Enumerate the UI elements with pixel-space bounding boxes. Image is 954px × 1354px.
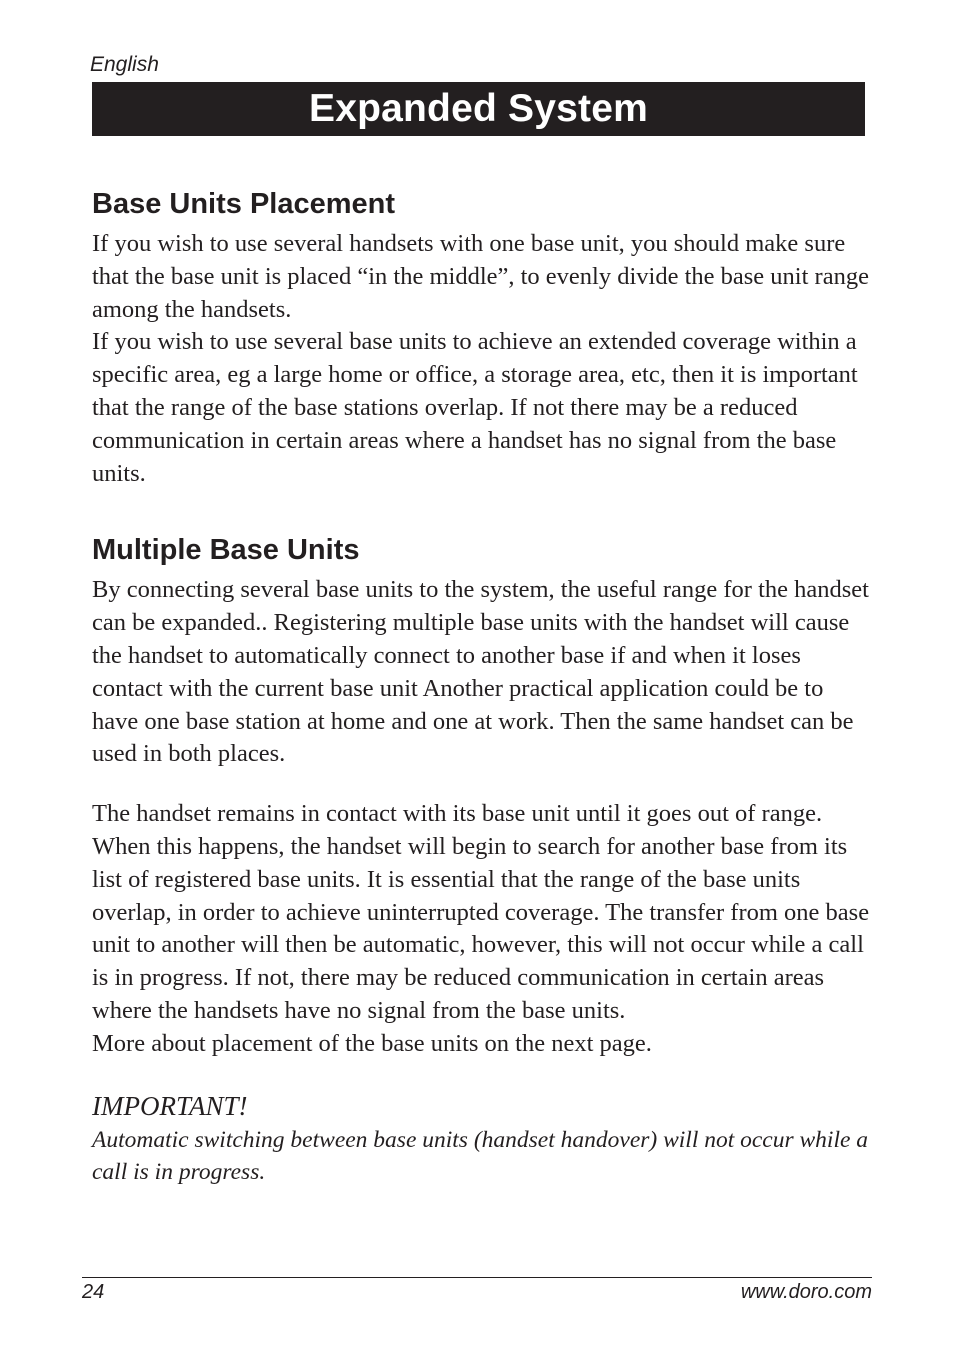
section-heading-base-units-placement: Base Units Placement <box>92 188 396 220</box>
paragraph-multiple-3: More about placement of the base units on the next page. <box>92 1029 652 1057</box>
main-content <box>92 184 872 1189</box>
important-label: IMPORTANT! <box>92 1090 248 1121</box>
paragraph-multiple-1: By connecting several base units to the system, the useful range for the handset can be expanded.. Registering multiple base units with the handset will cause the handset to automatically connect to another base if and when it loses contact with the current base unit Another practical application could be to have one base station at home and one at work. Then the same handset can be used in both places. <box>92 576 869 768</box>
paragraph-placement-2: If you wish to use several base units to achieve an extended coverage within a specific area, eg a large home or office, a storage area, etc, then it is important that the range of the base stations overlap. If not there may be a reduced communication in certain areas where a handset has no signal from the base units. <box>92 328 858 487</box>
footer-divider <box>82 1277 872 1278</box>
language-label: English <box>90 53 159 76</box>
paragraph-placement-1: If you wish to use several handsets with one base unit, you should make sure that the base unit is placed “in the middle”, to evenly divide the base unit range among the handsets. <box>92 230 869 323</box>
paragraph-multiple-2: The handset remains in contact with its base unit until it goes out of range. When this happens, the handset will begin to search for another base from its list of registered base units. It is essential that the range of the base units overlap, in order to achieve uninterrupted coverage. The transfer from one base unit to another will then be automatic, however, this will not occur while a call is in progress. If not, there may be reduced communication in certain areas where the handsets have no signal from the base units. <box>92 800 870 1024</box>
important-note: Automatic switching between base units (handset handover) will not occur while a call is in progress. <box>92 1126 869 1186</box>
section-heading-multiple-base-units: Multiple Base Units <box>92 534 360 567</box>
page-title: Expanded System <box>309 87 648 130</box>
title-bar <box>92 82 865 136</box>
website-url: www.doro.com <box>740 1281 872 1303</box>
page-number: 24 <box>82 1281 105 1303</box>
